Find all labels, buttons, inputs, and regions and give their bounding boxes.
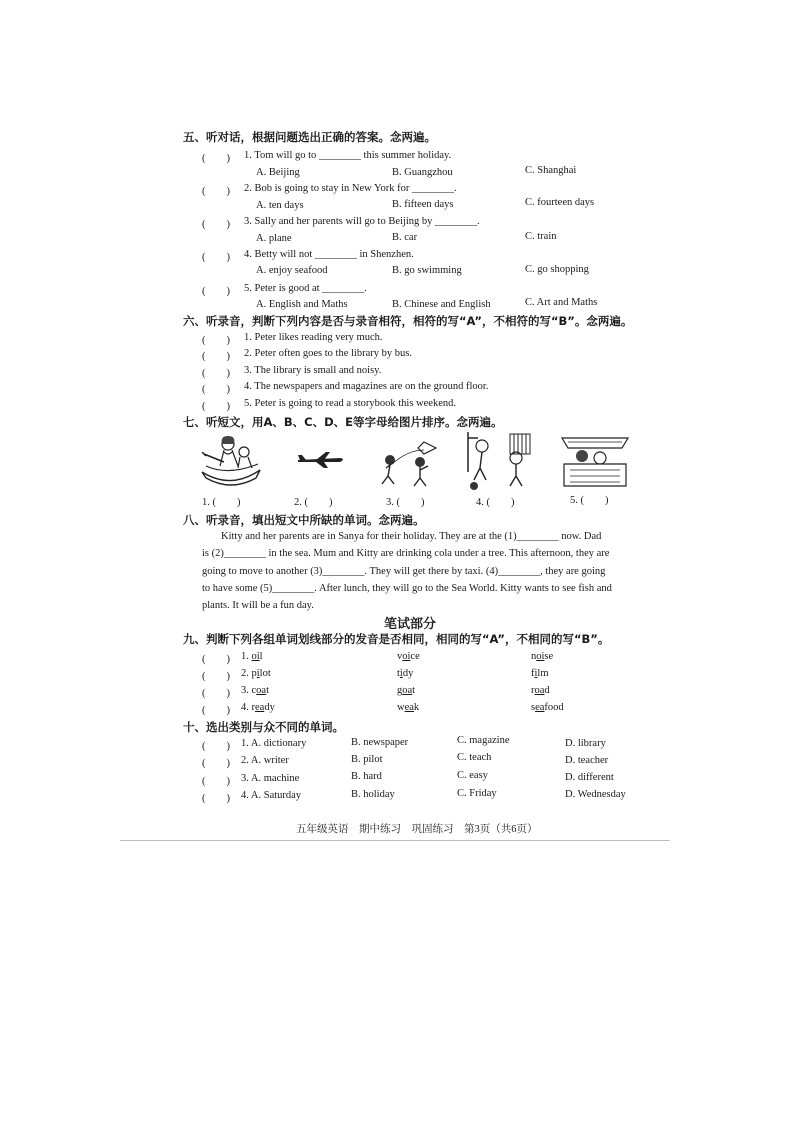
kite-picture-icon: [378, 440, 442, 488]
option-c: C. easy: [457, 770, 488, 781]
option-a: 2. A. writer: [241, 755, 289, 766]
answer-paren[interactable]: ( ): [202, 741, 230, 752]
statement-text: 2. Peter often goes to the library by bus.: [244, 348, 412, 359]
option-d: D. different: [565, 772, 614, 783]
answer-paren[interactable]: ( ): [202, 219, 230, 230]
section-7-heading: 七、听短文，用A、B、C、D、E等字母给图片排序。念两遍。: [183, 415, 503, 429]
answer-paren[interactable]: ( ): [202, 705, 230, 716]
answer-paren[interactable]: ( ): [202, 186, 230, 197]
option-c: C. fourteen days: [525, 197, 595, 208]
plane-picture-icon: [296, 450, 346, 470]
word-3: seafood: [531, 702, 564, 713]
option-a: A. ten days: [256, 200, 304, 211]
section-5-heading: 五、听对话，根据问题选出正确的答案。念两遍。: [183, 130, 436, 144]
option-c: C. Friday: [457, 788, 497, 799]
question-text: 4. Betty will not ________ in Shenzhen.: [244, 249, 414, 260]
section-6-heading: 六、听录音，判断下列内容是否与录音相符，相符的写“A”，不相符的写“B”。念两遍。: [183, 314, 633, 328]
question-text: 3. Sally and her parents will go to Beijing by ________.: [244, 216, 480, 227]
answer-paren[interactable]: ( ): [202, 401, 230, 412]
picture-4-answer[interactable]: 4. ( ): [476, 497, 515, 508]
option-c: C. teach: [457, 752, 492, 763]
option-a: A. English and Maths: [256, 299, 348, 310]
answer-paren[interactable]: ( ): [202, 688, 230, 699]
option-b: B. car: [392, 232, 418, 243]
word-3: road: [531, 685, 550, 696]
answer-paren[interactable]: ( ): [202, 351, 230, 362]
option-c: C. train: [525, 231, 557, 242]
word-2: tidy: [397, 668, 414, 679]
word-1: 1. oil: [241, 651, 263, 662]
boat-picture-icon: [198, 432, 264, 490]
option-b: B. newspaper: [351, 737, 409, 748]
option-d: D. Wednesday: [565, 789, 626, 800]
answer-paren[interactable]: ( ): [202, 671, 230, 682]
option-c: C. go shopping: [525, 264, 589, 275]
option-a: 1. A. dictionary: [241, 738, 307, 749]
answer-paren[interactable]: ( ): [202, 335, 230, 346]
picture-2-answer[interactable]: 2. ( ): [294, 497, 333, 508]
question-text: 5. Peter is good at ________.: [244, 283, 367, 294]
option-d: D. library: [565, 738, 606, 749]
question-text: 2. Bob is going to stay in New York for ________.: [244, 183, 457, 194]
word-2: weak: [397, 702, 420, 713]
passage-line: going to move to another (3)________. They will get there by taxi. (4)________, they are going: [202, 566, 606, 577]
answer-paren[interactable]: ( ): [202, 384, 230, 395]
picture-5-answer[interactable]: 5. ( ): [570, 495, 609, 506]
picture-3-answer[interactable]: 3. ( ): [386, 497, 425, 508]
answer-paren[interactable]: ( ): [202, 776, 230, 787]
option-b: B. holiday: [351, 789, 395, 800]
passage-line: is (2)________ in the sea. Mum and Kitty are drinking cola under a tree. This afternoon, they are: [202, 548, 610, 559]
answer-paren[interactable]: ( ): [202, 286, 230, 297]
passage-line: to have some (5)________. After lunch, they will go to the Sea World. Kitty wants to see fish and: [202, 583, 612, 594]
word-2: voice: [397, 651, 420, 662]
option-c: C. Shanghai: [525, 165, 577, 176]
option-a: A. Beijing: [256, 167, 300, 178]
option-d: D. teacher: [565, 755, 609, 766]
option-b: B. fifteen days: [392, 199, 454, 210]
answer-paren[interactable]: ( ): [202, 153, 230, 164]
option-b: B. hard: [351, 771, 382, 782]
footer-divider: [120, 840, 670, 841]
answer-paren[interactable]: ( ): [202, 793, 230, 804]
word-3: noise: [531, 651, 554, 662]
picture-1-answer[interactable]: 1. ( ): [202, 497, 241, 508]
option-c: C. Art and Maths: [525, 297, 598, 308]
option-b: B. Chinese and English: [392, 299, 491, 310]
section-8-heading: 八、听录音，填出短文中所缺的单词。念两遍。: [183, 513, 425, 527]
option-a: A. plane: [256, 233, 292, 244]
statement-text: 1. Peter likes reading very much.: [244, 332, 383, 343]
passage-line: Kitty and her parents are in Sanya for their holiday. They are at the (1)________ now. Dad: [221, 531, 602, 542]
answer-paren[interactable]: ( ): [202, 252, 230, 263]
option-b: B. Guangzhou: [392, 167, 453, 178]
market-picture-icon: [560, 434, 630, 490]
option-a: 3. A. machine: [241, 773, 300, 784]
option-b: B. go swimming: [392, 265, 462, 276]
playground-picture-icon: [466, 432, 534, 492]
answer-paren[interactable]: ( ): [202, 368, 230, 379]
statement-text: 3. The library is small and noisy.: [244, 365, 382, 376]
page-footer: 五年级英语 期中练习 巩固练习 第3页（共6页）: [296, 824, 538, 835]
option-a: 4. A. Saturday: [241, 790, 302, 801]
statement-text: 5. Peter is going to read a storybook this weekend.: [244, 398, 456, 409]
word-1: 2. pilot: [241, 668, 271, 679]
word-1: 3. coat: [241, 685, 270, 696]
option-b: B. pilot: [351, 754, 383, 765]
word-1: 4. ready: [241, 702, 275, 713]
written-part-title: 笔试部分: [384, 617, 437, 632]
passage-line: plants. It will be a fun day.: [202, 600, 314, 611]
question-text: 1. Tom will go to ________ this summer holiday.: [244, 150, 452, 161]
word-2: goat: [397, 685, 416, 696]
option-a: A. enjoy seafood: [256, 265, 328, 276]
answer-paren[interactable]: ( ): [202, 654, 230, 665]
statement-text: 4. The newspapers and magazines are on the ground floor.: [244, 381, 489, 392]
section-10-heading: 十、选出类别与众不同的单词。: [183, 720, 344, 734]
word-3: film: [531, 668, 549, 679]
answer-paren[interactable]: ( ): [202, 758, 230, 769]
section-9-heading: 九、判断下列各组单词划线部分的发音是否相同，相同的写“A”，不相同的写“B”。: [183, 632, 610, 646]
option-c: C. magazine: [457, 735, 510, 746]
